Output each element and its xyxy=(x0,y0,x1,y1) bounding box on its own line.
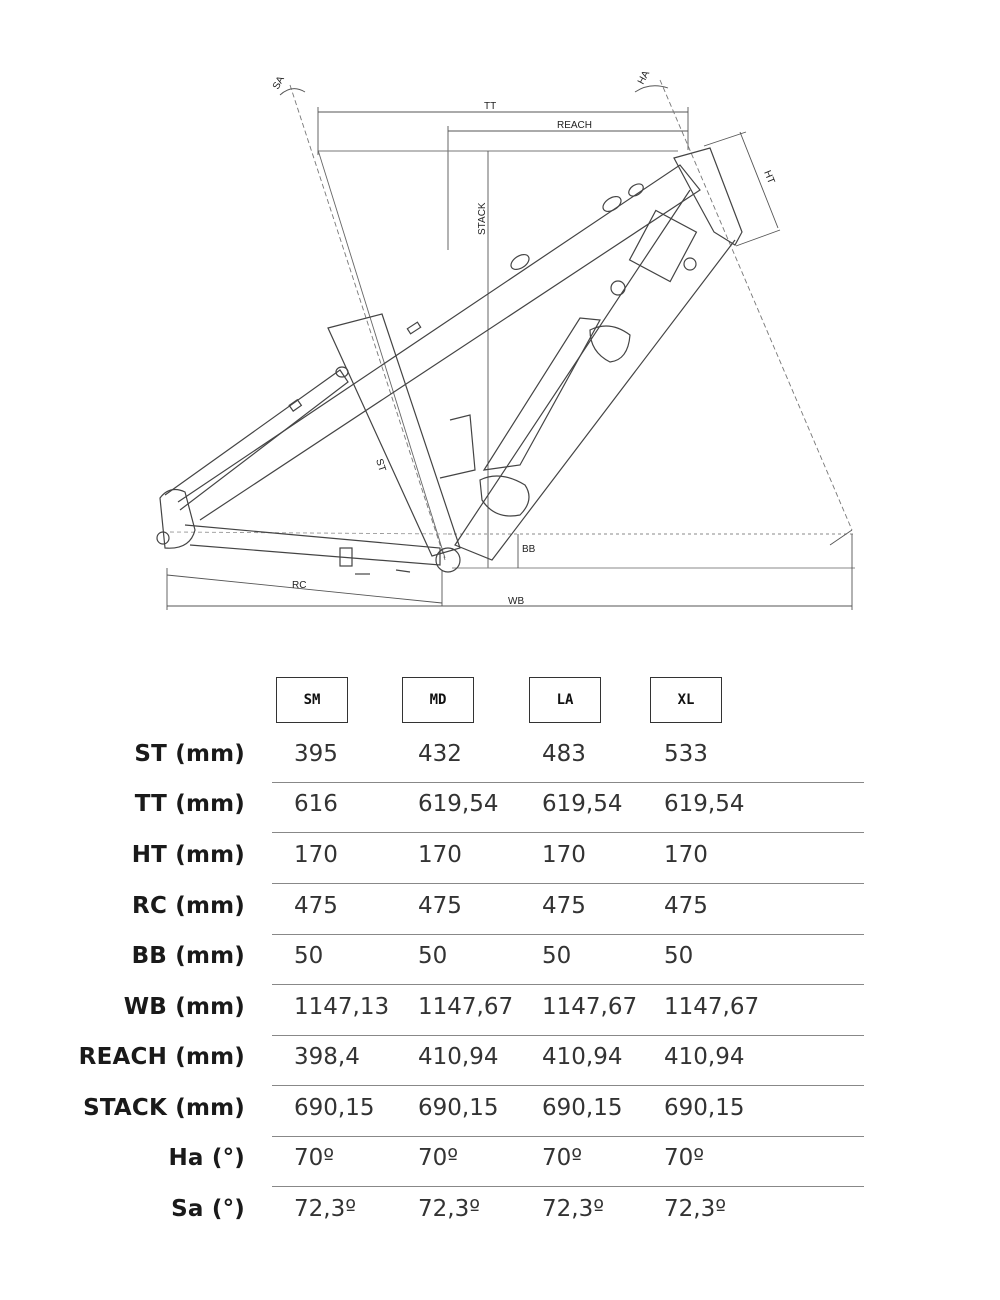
row-label: ST (mm) xyxy=(134,741,245,767)
cell-sm: 690,15 xyxy=(294,1095,375,1121)
cell-sm: 70º xyxy=(294,1145,335,1171)
rear-dropout xyxy=(160,490,195,549)
label-rc: RC xyxy=(292,580,307,591)
cell-la: 50 xyxy=(542,943,572,969)
cell-xl: 533 xyxy=(664,741,708,767)
cell-md: 475 xyxy=(418,893,462,919)
cell-sm: 475 xyxy=(294,893,338,919)
table-row-stack xyxy=(0,1087,1000,1137)
table-row-reach xyxy=(0,1036,1000,1086)
top-tube xyxy=(178,165,700,520)
cell-sm: 398,4 xyxy=(294,1044,360,1070)
row-divider xyxy=(272,984,864,985)
cell-la: 690,15 xyxy=(542,1095,623,1121)
cell-sm: 50 xyxy=(294,943,324,969)
size-header-md: MD xyxy=(402,677,474,723)
table-row-sa xyxy=(0,1188,1000,1238)
row-label: STACK (mm) xyxy=(83,1095,245,1121)
cell-xl: 72,3º xyxy=(664,1196,727,1222)
cell-md: 410,94 xyxy=(418,1044,499,1070)
cell-md: 619,54 xyxy=(418,791,499,817)
table-row-bb xyxy=(0,935,1000,985)
row-label: REACH (mm) xyxy=(78,1044,245,1070)
table-row-ha xyxy=(0,1137,1000,1187)
cell-sm: 170 xyxy=(294,842,338,868)
cell-xl: 70º xyxy=(664,1145,705,1171)
row-label: TT (mm) xyxy=(134,791,245,817)
chain-stay xyxy=(185,525,440,565)
row-divider xyxy=(272,1186,864,1187)
size-header-xl: XL xyxy=(650,677,722,723)
cell-xl: 170 xyxy=(664,842,708,868)
cell-md: 50 xyxy=(418,943,448,969)
table-row-rc xyxy=(0,885,1000,935)
label-ha: HA xyxy=(635,68,653,87)
cell-la: 475 xyxy=(542,893,586,919)
cell-xl: 50 xyxy=(664,943,694,969)
table-row-st xyxy=(0,733,1000,783)
label-bb: BB xyxy=(522,544,536,555)
table-row-wb xyxy=(0,986,1000,1036)
cell-la: 70º xyxy=(542,1145,583,1171)
row-label: WB (mm) xyxy=(123,994,245,1020)
seat-tube xyxy=(328,314,460,556)
label-st: ST xyxy=(373,457,388,474)
table-row-tt xyxy=(0,783,1000,833)
cell-xl: 619,54 xyxy=(664,791,745,817)
cell-la: 619,54 xyxy=(542,791,623,817)
size-header-la: LA xyxy=(529,677,601,723)
cell-sm: 72,3º xyxy=(294,1196,357,1222)
label-ht: HT xyxy=(761,169,777,186)
head-tube xyxy=(674,148,742,245)
cell-md: 70º xyxy=(418,1145,459,1171)
row-divider xyxy=(272,883,864,884)
cell-la: 483 xyxy=(542,741,586,767)
row-label: RC (mm) xyxy=(132,893,245,919)
row-label: BB (mm) xyxy=(131,943,245,969)
size-header-sm: SM xyxy=(276,677,348,723)
cell-la: 170 xyxy=(542,842,586,868)
row-divider xyxy=(272,832,864,833)
cell-sm: 616 xyxy=(294,791,338,817)
cell-xl: 690,15 xyxy=(664,1095,745,1121)
cell-sm: 395 xyxy=(294,741,338,767)
cell-xl: 1147,67 xyxy=(664,994,760,1020)
row-label: HT (mm) xyxy=(131,842,245,868)
cell-xl: 475 xyxy=(664,893,708,919)
down-tube xyxy=(455,190,735,560)
label-sa: SA xyxy=(270,74,287,92)
row-label: Ha (°) xyxy=(168,1145,245,1171)
cell-sm: 1147,13 xyxy=(294,994,390,1020)
label-reach: REACH xyxy=(557,120,593,131)
cell-md: 170 xyxy=(418,842,462,868)
row-divider xyxy=(272,1085,864,1086)
label-tt: TT xyxy=(484,101,497,112)
label-stack: STACK xyxy=(477,202,488,235)
cell-md: 690,15 xyxy=(418,1095,499,1121)
cell-md: 1147,67 xyxy=(418,994,514,1020)
cell-md: 72,3º xyxy=(418,1196,481,1222)
cell-xl: 410,94 xyxy=(664,1044,745,1070)
table-row-ht xyxy=(0,834,1000,884)
frame-geometry-diagram xyxy=(0,0,1000,640)
row-label: Sa (°) xyxy=(171,1196,245,1222)
cell-la: 72,3º xyxy=(542,1196,605,1222)
label-wb: WB xyxy=(508,596,525,607)
cell-la: 1147,67 xyxy=(542,994,638,1020)
cell-la: 410,94 xyxy=(542,1044,623,1070)
cell-md: 432 xyxy=(418,741,462,767)
